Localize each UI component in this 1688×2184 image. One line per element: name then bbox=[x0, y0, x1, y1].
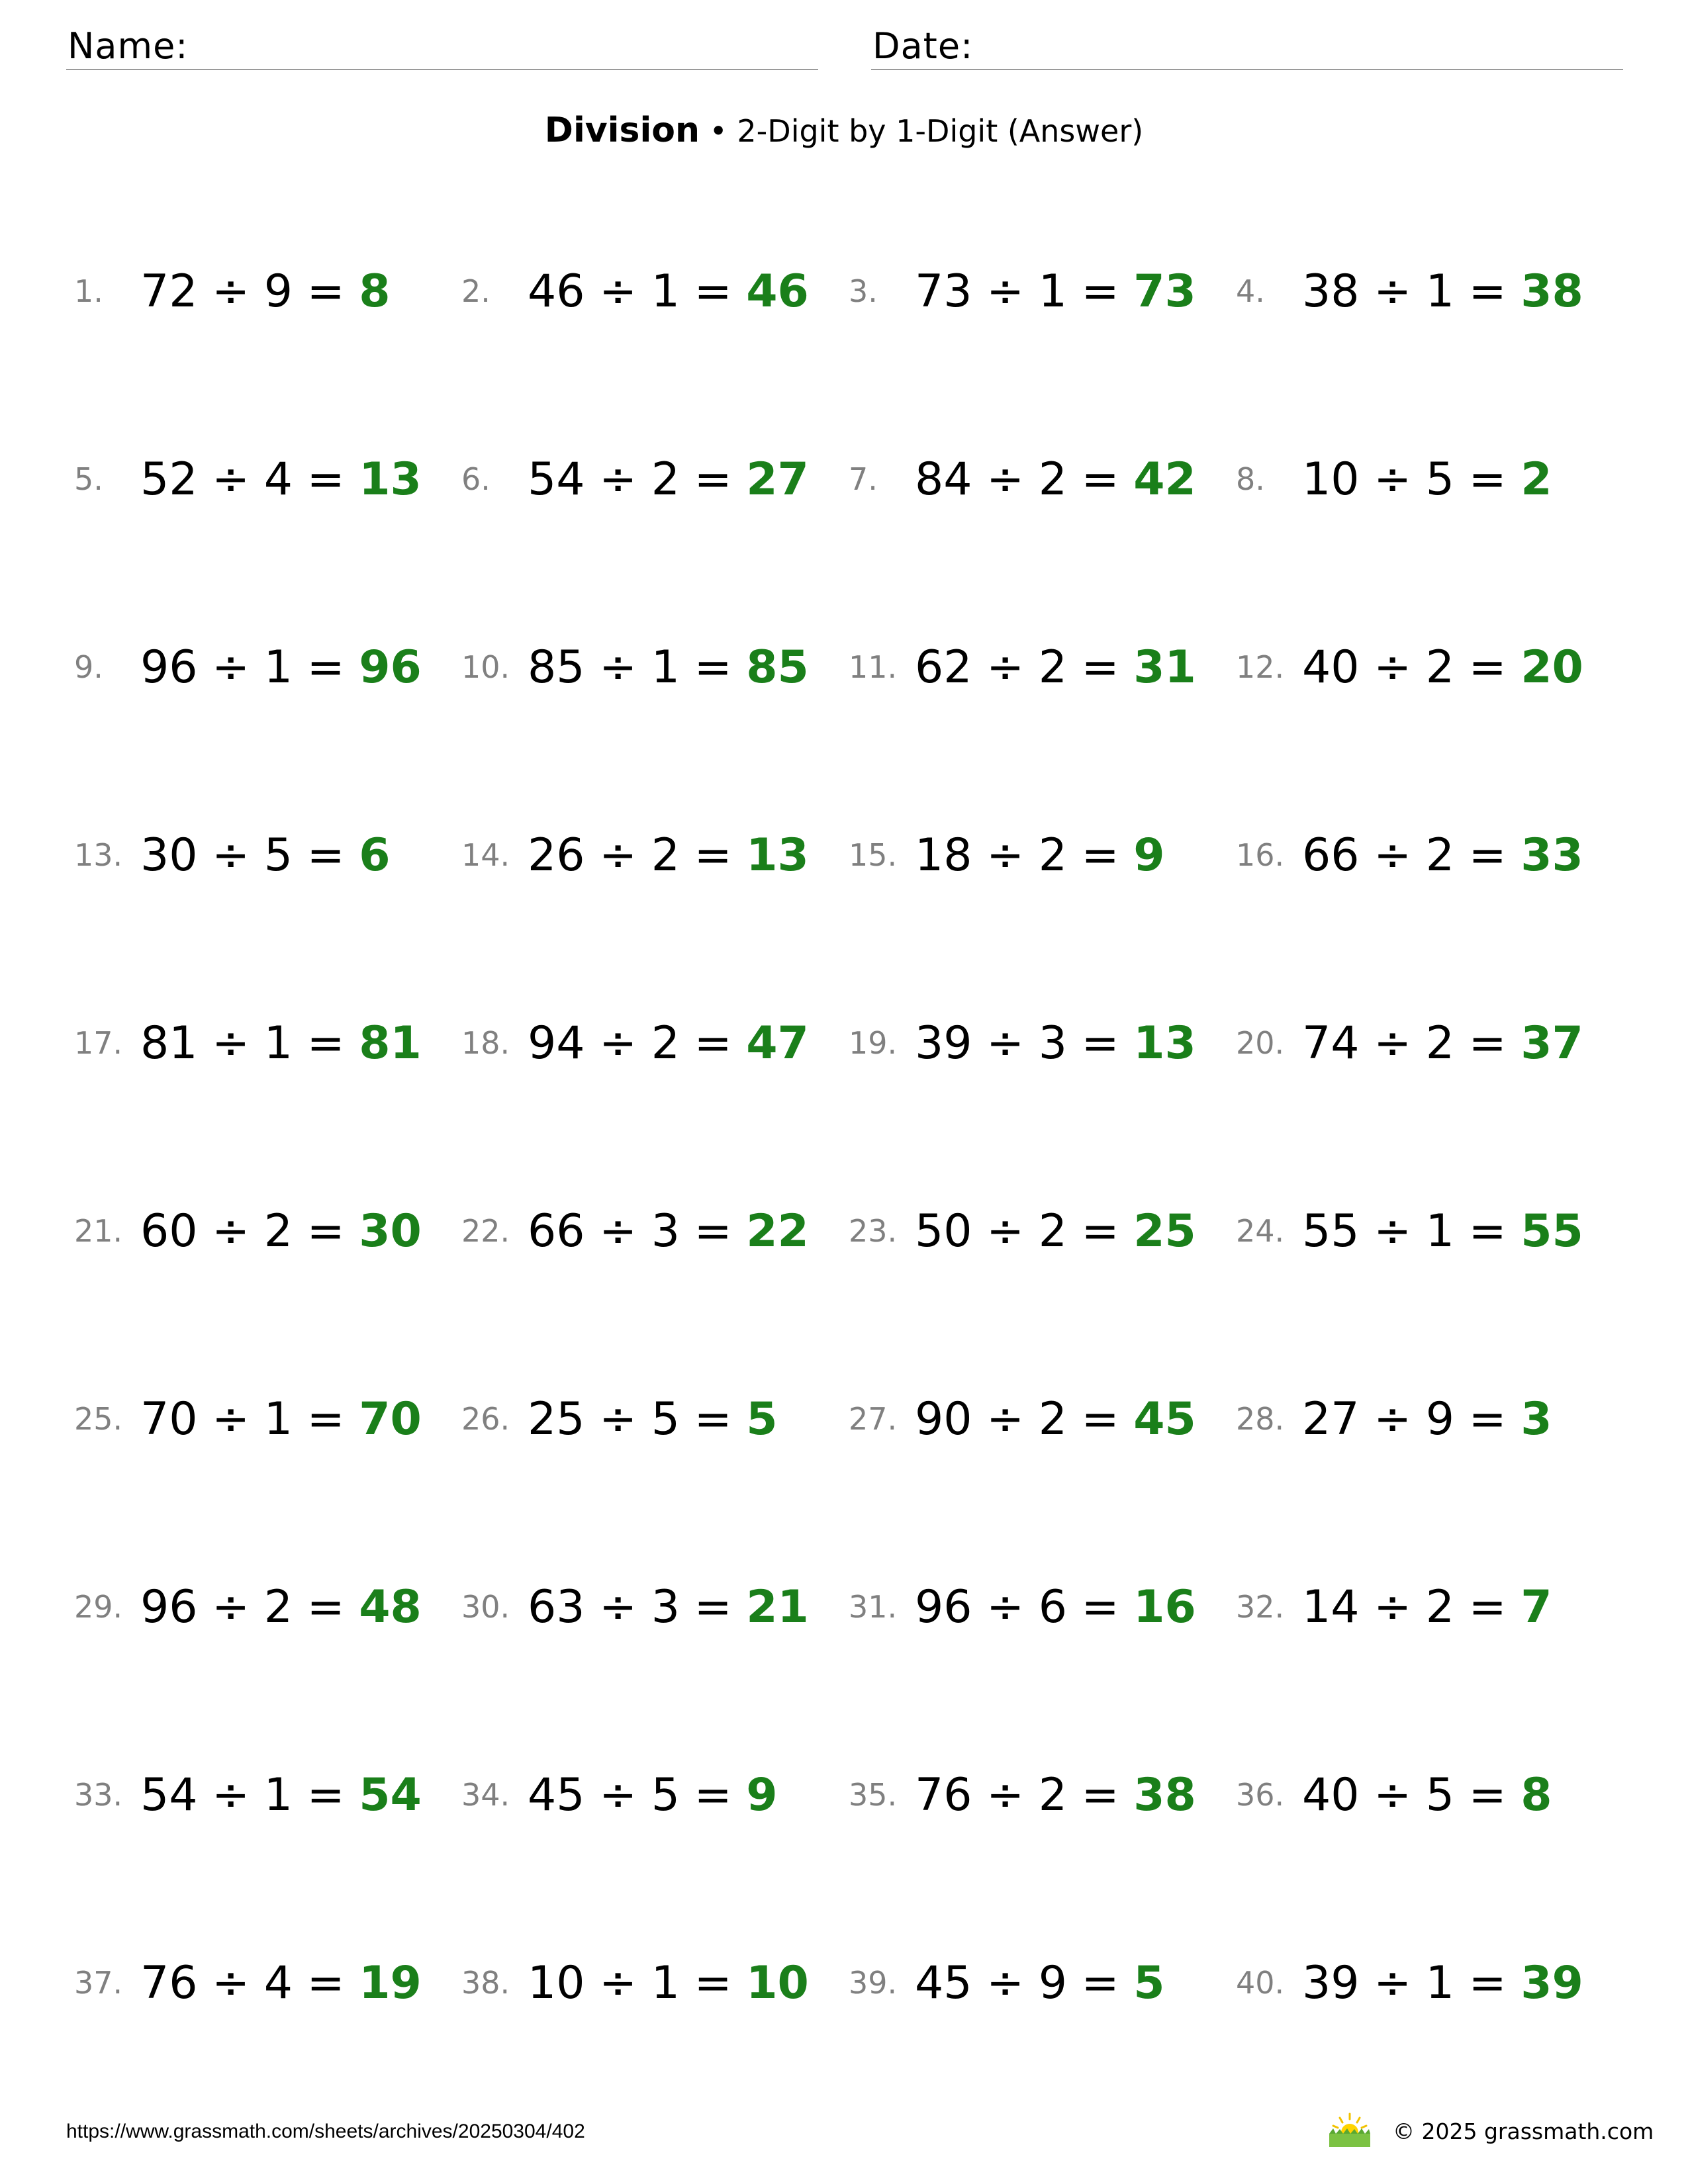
problem-answer: 27 bbox=[746, 453, 809, 506]
problem-number: 21. bbox=[74, 1213, 123, 1249]
problem-answer: 54 bbox=[359, 1769, 422, 1821]
problem-expression bbox=[140, 1574, 422, 1641]
footer-url: https://www.grassmath.com/sheets/archives/20250304/402 bbox=[66, 2120, 585, 2142]
problem-question: 60 ÷ 2 = bbox=[140, 1205, 359, 1257]
problem-question: 90 ÷ 2 = bbox=[915, 1393, 1134, 1445]
problem-number: 18. bbox=[461, 1025, 510, 1061]
problem-answer: 73 bbox=[1133, 265, 1196, 318]
problem-answer: 70 bbox=[359, 1393, 422, 1445]
problem-expression bbox=[140, 1199, 422, 1265]
problem-question: 85 ÷ 1 = bbox=[528, 641, 747, 694]
problem-number: 15. bbox=[849, 837, 898, 873]
problem-expression bbox=[528, 1011, 809, 1077]
problem-question: 39 ÷ 1 = bbox=[1302, 1957, 1521, 2009]
problem-answer: 31 bbox=[1133, 641, 1196, 694]
title-main: Division bbox=[544, 111, 700, 150]
problem-number: 32. bbox=[1236, 1589, 1285, 1625]
problem-expression bbox=[915, 1950, 1165, 2017]
problem-answer: 45 bbox=[1133, 1393, 1196, 1445]
problem-answer: 55 bbox=[1521, 1205, 1583, 1257]
problem-question: 73 ÷ 1 = bbox=[915, 265, 1134, 318]
problem-expression bbox=[915, 823, 1165, 889]
problem-expression bbox=[915, 1387, 1196, 1453]
problem-answer: 81 bbox=[359, 1017, 422, 1069]
problem-expression bbox=[528, 1950, 809, 2017]
problem-answer: 38 bbox=[1521, 265, 1583, 318]
problem-question: 18 ÷ 2 = bbox=[915, 829, 1134, 882]
problem-expression bbox=[140, 447, 422, 513]
problem-question: 55 ÷ 1 = bbox=[1302, 1205, 1521, 1257]
problem-question: 54 ÷ 1 = bbox=[140, 1769, 359, 1821]
problem-expression bbox=[1302, 447, 1552, 513]
worksheet-title bbox=[0, 106, 1688, 156]
problem-expression bbox=[1302, 259, 1583, 325]
problem-answer: 47 bbox=[746, 1017, 809, 1069]
problem-expression bbox=[915, 447, 1196, 513]
problem-number: 10. bbox=[461, 649, 510, 685]
problem-answer: 30 bbox=[359, 1205, 422, 1257]
problem-answer: 8 bbox=[1521, 1769, 1552, 1821]
problem-answer: 7 bbox=[1521, 1581, 1552, 1633]
problem-expression bbox=[1302, 1199, 1583, 1265]
problem-answer: 13 bbox=[746, 829, 809, 882]
problem-question: 66 ÷ 2 = bbox=[1302, 829, 1521, 882]
problem-number: 7. bbox=[849, 461, 878, 497]
problem-number: 33. bbox=[74, 1777, 123, 1813]
title-subtitle: • 2-Digit by 1-Digit (Answer) bbox=[700, 113, 1144, 149]
problem-answer: 33 bbox=[1521, 829, 1583, 882]
problem-question: 10 ÷ 1 = bbox=[528, 1957, 747, 2009]
problem-expression bbox=[528, 1574, 809, 1641]
problem-answer: 8 bbox=[359, 265, 391, 318]
problem-number: 20. bbox=[1236, 1025, 1285, 1061]
problem-number: 29. bbox=[74, 1589, 123, 1625]
footer-copyright: © 2025 grassmath.com bbox=[1393, 2118, 1654, 2144]
problem-question: 38 ÷ 1 = bbox=[1302, 265, 1521, 318]
problem-question: 40 ÷ 5 = bbox=[1302, 1769, 1521, 1821]
problem-question: 40 ÷ 2 = bbox=[1302, 641, 1521, 694]
problem-expression bbox=[140, 1387, 422, 1453]
problem-expression bbox=[140, 1011, 422, 1077]
problem-expression bbox=[140, 259, 391, 325]
problem-expression bbox=[528, 447, 809, 513]
problem-answer: 13 bbox=[359, 453, 422, 506]
problem-answer: 5 bbox=[746, 1393, 778, 1445]
problem-question: 76 ÷ 4 = bbox=[140, 1957, 359, 2009]
problem-expression bbox=[528, 823, 809, 889]
problem-answer: 19 bbox=[359, 1957, 422, 2009]
problem-question: 46 ÷ 1 = bbox=[528, 265, 747, 318]
name-label: Name: bbox=[68, 25, 189, 67]
problem-number: 38. bbox=[461, 1965, 510, 2001]
problem-number: 24. bbox=[1236, 1213, 1285, 1249]
problem-number: 9. bbox=[74, 649, 103, 685]
problem-answer: 85 bbox=[746, 641, 809, 694]
problem-number: 8. bbox=[1236, 461, 1265, 497]
problem-expression bbox=[915, 1762, 1196, 1829]
problem-number: 36. bbox=[1236, 1777, 1285, 1813]
problem-answer: 3 bbox=[1521, 1393, 1552, 1445]
date-field[interactable] bbox=[871, 24, 1623, 70]
problem-question: 74 ÷ 2 = bbox=[1302, 1017, 1521, 1069]
problem-number: 25. bbox=[74, 1401, 123, 1437]
problem-answer: 20 bbox=[1521, 641, 1583, 694]
problem-number: 28. bbox=[1236, 1401, 1285, 1437]
problem-number: 31. bbox=[849, 1589, 898, 1625]
problem-answer: 42 bbox=[1133, 453, 1196, 506]
problem-question: 45 ÷ 9 = bbox=[915, 1957, 1134, 2009]
problem-number: 6. bbox=[461, 461, 491, 497]
problem-number: 11. bbox=[849, 649, 898, 685]
problem-answer: 13 bbox=[1133, 1017, 1196, 1069]
problem-answer: 9 bbox=[1133, 829, 1165, 882]
problem-question: 72 ÷ 9 = bbox=[140, 265, 359, 318]
problem-question: 54 ÷ 2 = bbox=[528, 453, 747, 506]
problem-expression bbox=[140, 823, 391, 889]
problem-question: 25 ÷ 5 = bbox=[528, 1393, 747, 1445]
problem-expression bbox=[915, 1199, 1196, 1265]
problem-answer: 6 bbox=[359, 829, 391, 882]
problem-expression bbox=[140, 1950, 422, 2017]
problem-expression bbox=[915, 635, 1196, 701]
problem-answer: 10 bbox=[746, 1957, 809, 2009]
problem-expression bbox=[528, 259, 809, 325]
problem-question: 81 ÷ 1 = bbox=[140, 1017, 359, 1069]
problem-expression bbox=[1302, 1950, 1583, 2017]
problem-number: 39. bbox=[849, 1965, 898, 2001]
problem-number: 16. bbox=[1236, 837, 1285, 873]
problem-number: 4. bbox=[1236, 273, 1265, 309]
problem-question: 14 ÷ 2 = bbox=[1302, 1581, 1521, 1633]
problem-number: 12. bbox=[1236, 649, 1285, 685]
problem-expression bbox=[915, 259, 1196, 325]
problem-number: 13. bbox=[74, 837, 123, 873]
problem-question: 66 ÷ 3 = bbox=[528, 1205, 747, 1257]
problem-expression bbox=[915, 1574, 1196, 1641]
problem-answer: 21 bbox=[746, 1581, 809, 1633]
grass-sun-logo-icon bbox=[1327, 2111, 1373, 2148]
problem-question: 39 ÷ 3 = bbox=[915, 1017, 1134, 1069]
problem-expression bbox=[1302, 1011, 1583, 1077]
problem-expression bbox=[1302, 635, 1583, 701]
name-field[interactable] bbox=[66, 24, 818, 70]
problem-number: 19. bbox=[849, 1025, 898, 1061]
problem-answer: 9 bbox=[746, 1769, 778, 1821]
date-label: Date: bbox=[872, 25, 974, 67]
problem-number: 27. bbox=[849, 1401, 898, 1437]
problem-answer: 22 bbox=[746, 1205, 809, 1257]
problem-question: 76 ÷ 2 = bbox=[915, 1769, 1134, 1821]
problem-answer: 46 bbox=[746, 265, 809, 318]
problem-answer: 37 bbox=[1521, 1017, 1583, 1069]
problem-answer: 5 bbox=[1133, 1957, 1165, 2009]
problem-question: 70 ÷ 1 = bbox=[140, 1393, 359, 1445]
problem-answer: 2 bbox=[1521, 453, 1552, 506]
problem-number: 17. bbox=[74, 1025, 123, 1061]
problem-expression bbox=[1302, 1762, 1552, 1829]
problem-answer: 25 bbox=[1133, 1205, 1196, 1257]
problem-question: 45 ÷ 5 = bbox=[528, 1769, 747, 1821]
problem-expression bbox=[528, 1762, 778, 1829]
problem-expression bbox=[140, 635, 422, 701]
problem-answer: 48 bbox=[359, 1581, 422, 1633]
problem-question: 30 ÷ 5 = bbox=[140, 829, 359, 882]
problem-question: 26 ÷ 2 = bbox=[528, 829, 747, 882]
problem-number: 23. bbox=[849, 1213, 898, 1249]
problem-number: 22. bbox=[461, 1213, 510, 1249]
problem-answer: 39 bbox=[1521, 1957, 1583, 2009]
problem-number: 34. bbox=[461, 1777, 510, 1813]
problem-expression bbox=[528, 635, 809, 701]
problem-question: 94 ÷ 2 = bbox=[528, 1017, 747, 1069]
problem-expression bbox=[1302, 823, 1583, 889]
problem-question: 10 ÷ 5 = bbox=[1302, 453, 1521, 506]
problem-question: 50 ÷ 2 = bbox=[915, 1205, 1134, 1257]
problem-expression bbox=[528, 1199, 809, 1265]
problem-number: 30. bbox=[461, 1589, 510, 1625]
problem-question: 96 ÷ 2 = bbox=[140, 1581, 359, 1633]
problem-question: 52 ÷ 4 = bbox=[140, 453, 359, 506]
problem-question: 27 ÷ 9 = bbox=[1302, 1393, 1521, 1445]
problem-question: 84 ÷ 2 = bbox=[915, 453, 1134, 506]
problem-expression bbox=[1302, 1574, 1552, 1641]
problem-number: 14. bbox=[461, 837, 510, 873]
problem-number: 1. bbox=[74, 273, 103, 309]
problem-question: 63 ÷ 3 = bbox=[528, 1581, 747, 1633]
problem-expression bbox=[140, 1762, 422, 1829]
problem-question: 96 ÷ 1 = bbox=[140, 641, 359, 694]
problem-expression bbox=[528, 1387, 778, 1453]
problem-question: 62 ÷ 2 = bbox=[915, 641, 1134, 694]
problem-number: 37. bbox=[74, 1965, 123, 2001]
problem-expression bbox=[1302, 1387, 1552, 1453]
problem-answer: 96 bbox=[359, 641, 422, 694]
problem-number: 26. bbox=[461, 1401, 510, 1437]
problem-number: 35. bbox=[849, 1777, 898, 1813]
problem-expression bbox=[915, 1011, 1196, 1077]
problem-answer: 38 bbox=[1133, 1769, 1196, 1821]
problem-number: 5. bbox=[74, 461, 103, 497]
problem-number: 2. bbox=[461, 273, 491, 309]
problem-number: 40. bbox=[1236, 1965, 1285, 2001]
problem-question: 96 ÷ 6 = bbox=[915, 1581, 1134, 1633]
problem-answer: 16 bbox=[1133, 1581, 1196, 1633]
problem-number: 3. bbox=[849, 273, 878, 309]
